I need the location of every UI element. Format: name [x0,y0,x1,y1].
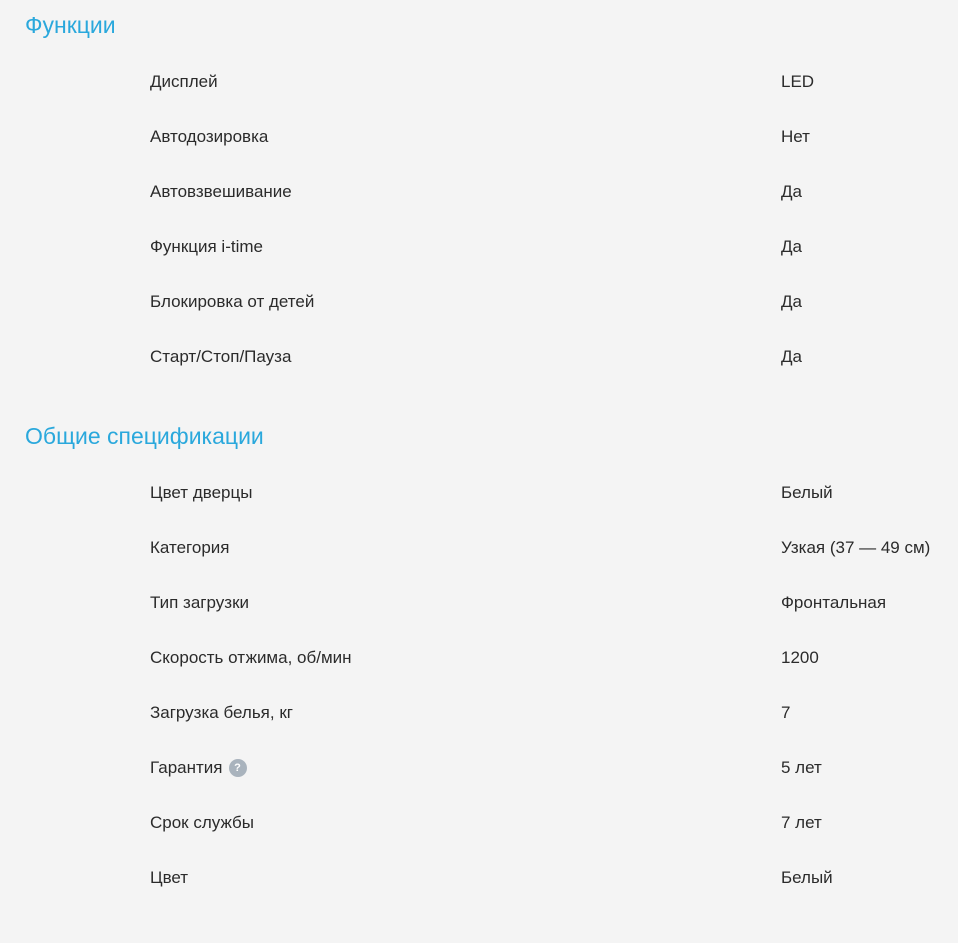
spec-label: Автодозировка [150,127,269,146]
spec-row [0,757,958,812]
spec-value: Нет [781,127,810,146]
functions-list [0,71,958,401]
spec-value: Белый [781,483,833,502]
spec-value: Да [781,292,802,311]
spec-value: Да [781,182,802,201]
spec-label: Скорость отжима, об/мин [150,648,352,667]
spec-value: Да [781,347,802,366]
spec-label: Цвет [150,868,189,887]
section-title-general: Общие спецификации [25,423,264,449]
spec-label: Автовзвешивание [150,182,292,201]
question-icon[interactable]: ? [229,759,247,777]
spec-label: Дисплей [150,72,218,91]
spec-row [0,236,958,291]
spec-row [0,647,958,702]
spec-value: 7 [781,703,791,722]
spec-value: Узкая (37 — 49 см) [781,538,931,557]
spec-value: Да [781,237,802,256]
spec-label: Загрузка белья, кг [150,703,293,722]
spec-label: Срок службы [150,813,254,832]
spec-row [0,126,958,181]
spec-label: Тип загрузки [150,593,250,612]
spec-value: Фронтальная [781,593,887,612]
spec-row [0,482,958,537]
spec-label: Цвет дверцы [150,483,253,502]
spec-row [0,181,958,236]
spec-label: Категория [150,538,230,557]
spec-label: Функция i-time [150,237,263,256]
spec-value: 1200 [781,648,819,667]
section-title-functions: Функции [25,12,116,38]
general-specs-list [0,482,958,922]
spec-label-text: Гарантия [150,758,223,777]
spec-row [0,812,958,867]
spec-value: 7 лет [781,813,822,832]
spec-label-with-help [150,757,247,779]
spec-label: Старт/Стоп/Пауза [150,347,292,366]
spec-row [0,71,958,126]
spec-value: LED [781,72,815,91]
spec-label: Блокировка от детей [150,292,315,311]
spec-row [0,867,958,922]
spec-row [0,291,958,346]
spec-value: 5 лет [781,758,822,777]
spec-row [0,346,958,401]
spec-row [0,702,958,757]
spec-value: Белый [781,868,833,887]
spec-row [0,592,958,647]
spec-row [0,537,958,592]
